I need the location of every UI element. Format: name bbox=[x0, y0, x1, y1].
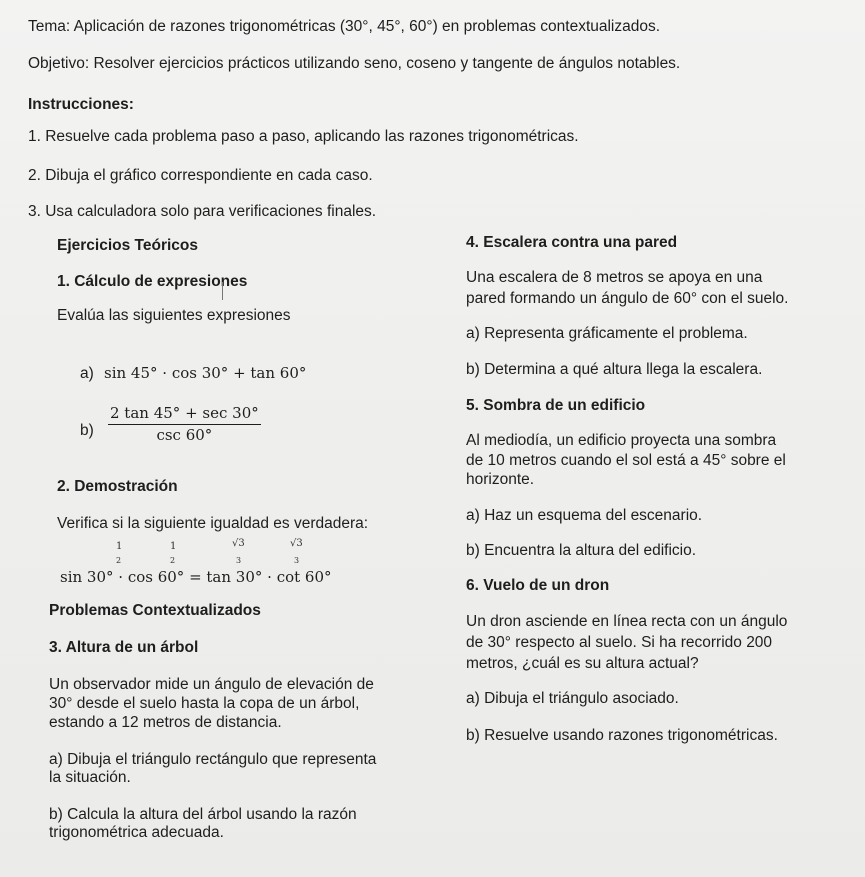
section-3-line: Un observador mide un ángulo de elevación de bbox=[49, 676, 374, 693]
teoricos-title: Ejercicios Teóricos bbox=[57, 237, 198, 254]
objetivo-line: Objetivo: Resolver ejercicios prácticos utilizando seno, coseno y tangente de ángulos notables. bbox=[28, 55, 681, 72]
section-5-title: 5. Sombra de un edificio bbox=[466, 397, 646, 414]
handwritten-note: 2 bbox=[170, 556, 176, 565]
section-2-title: 2. Demostración bbox=[57, 478, 178, 495]
expr-b-numerator: 2 tan 45° + sec 30° bbox=[108, 404, 261, 425]
instruccion-2: 2. Dibuja el gráfico correspondiente en cada caso. bbox=[28, 167, 373, 184]
instrucciones-title: Instrucciones: bbox=[28, 96, 134, 113]
handwritten-note: √3 bbox=[232, 538, 245, 549]
handwritten-note: 1 bbox=[116, 541, 123, 552]
section-6-line: metros, ¿cuál es su altura actual? bbox=[466, 655, 699, 672]
section-2-intro: Verifica si la siguiente igualdad es verdadera: bbox=[57, 515, 369, 532]
section-4-line: pared formando un ángulo de 60° con el suelo. bbox=[466, 290, 789, 307]
section-3-title: 3. Altura de un árbol bbox=[49, 639, 199, 656]
tema-line: Tema: Aplicación de razones trigonométricas (30°, 45°, 60°) en problemas contextualizados. bbox=[28, 18, 661, 35]
section-3-line: 30° desde el suelo hasta la copa de un árbol, bbox=[49, 695, 360, 712]
section-1-title: 1. Cálculo de expresiones bbox=[57, 273, 248, 290]
expr-a: sin 45° · cos 30° + tan 60° bbox=[104, 364, 307, 382]
section-6-b: b) Resuelve usando razones trigonométricas. bbox=[466, 727, 778, 744]
section-4-b: b) Determina a qué altura llega la escalera. bbox=[466, 361, 763, 378]
handwritten-note: 3 bbox=[236, 556, 242, 565]
section-3-line: estando a 12 metros de distancia. bbox=[49, 714, 282, 731]
section-6-title: 6. Vuelo de un dron bbox=[466, 577, 610, 594]
section-4-a: a) Representa gráficamente el problema. bbox=[466, 325, 748, 342]
section-5-line: horizonte. bbox=[466, 471, 535, 488]
expr-a-label: a) bbox=[80, 365, 94, 382]
section-3-b: trigonométrica adecuada. bbox=[49, 824, 224, 841]
section-3-b: b) Calcula la altura del árbol usando la razón bbox=[49, 806, 357, 823]
instruccion-3: 3. Usa calculadora solo para verificaciones finales. bbox=[28, 203, 377, 220]
contextual-title: Problemas Contextualizados bbox=[49, 602, 261, 619]
section-3-a: a) Dibuja el triángulo rectángulo que representa bbox=[49, 751, 377, 768]
section-1-intro: Evalúa las siguientes expresiones bbox=[57, 307, 291, 324]
section-4-title: 4. Escalera contra una pared bbox=[466, 234, 678, 251]
section-5-line: de 10 metros cuando el sol está a 45° sobre el bbox=[466, 452, 786, 469]
handwritten-note: 3 bbox=[294, 556, 300, 565]
expr-b-fraction bbox=[108, 404, 261, 445]
expr-b-denominator: csc 60° bbox=[156, 426, 213, 444]
expr-b-label: b) bbox=[80, 422, 94, 439]
handwritten-note: 2 bbox=[116, 556, 122, 565]
section-6-a: a) Dibuja el triángulo asociado. bbox=[466, 690, 679, 707]
section-6-line: Un dron asciende en línea recta con un ángulo bbox=[466, 613, 788, 630]
section-6-line: de 30° respecto al suelo. Si ha recorrido 200 bbox=[466, 634, 773, 651]
pen-mark bbox=[222, 282, 223, 300]
section-2-expression: sin 30° · cos 60° = tan 30° · cot 60° bbox=[60, 568, 332, 586]
handwritten-note: √3 bbox=[290, 538, 303, 549]
section-4-line: Una escalera de 8 metros se apoya en una bbox=[466, 269, 763, 286]
section-5-a: a) Haz un esquema del escenario. bbox=[466, 507, 703, 524]
section-5-line: Al mediodía, un edificio proyecta una sombra bbox=[466, 432, 777, 449]
handwritten-note: 1 bbox=[170, 541, 177, 552]
instruccion-1: 1. Resuelve cada problema paso a paso, aplicando las razones trigonométricas. bbox=[28, 128, 579, 145]
section-5-b: b) Encuentra la altura del edificio. bbox=[466, 542, 697, 559]
section-3-a: la situación. bbox=[49, 769, 131, 786]
